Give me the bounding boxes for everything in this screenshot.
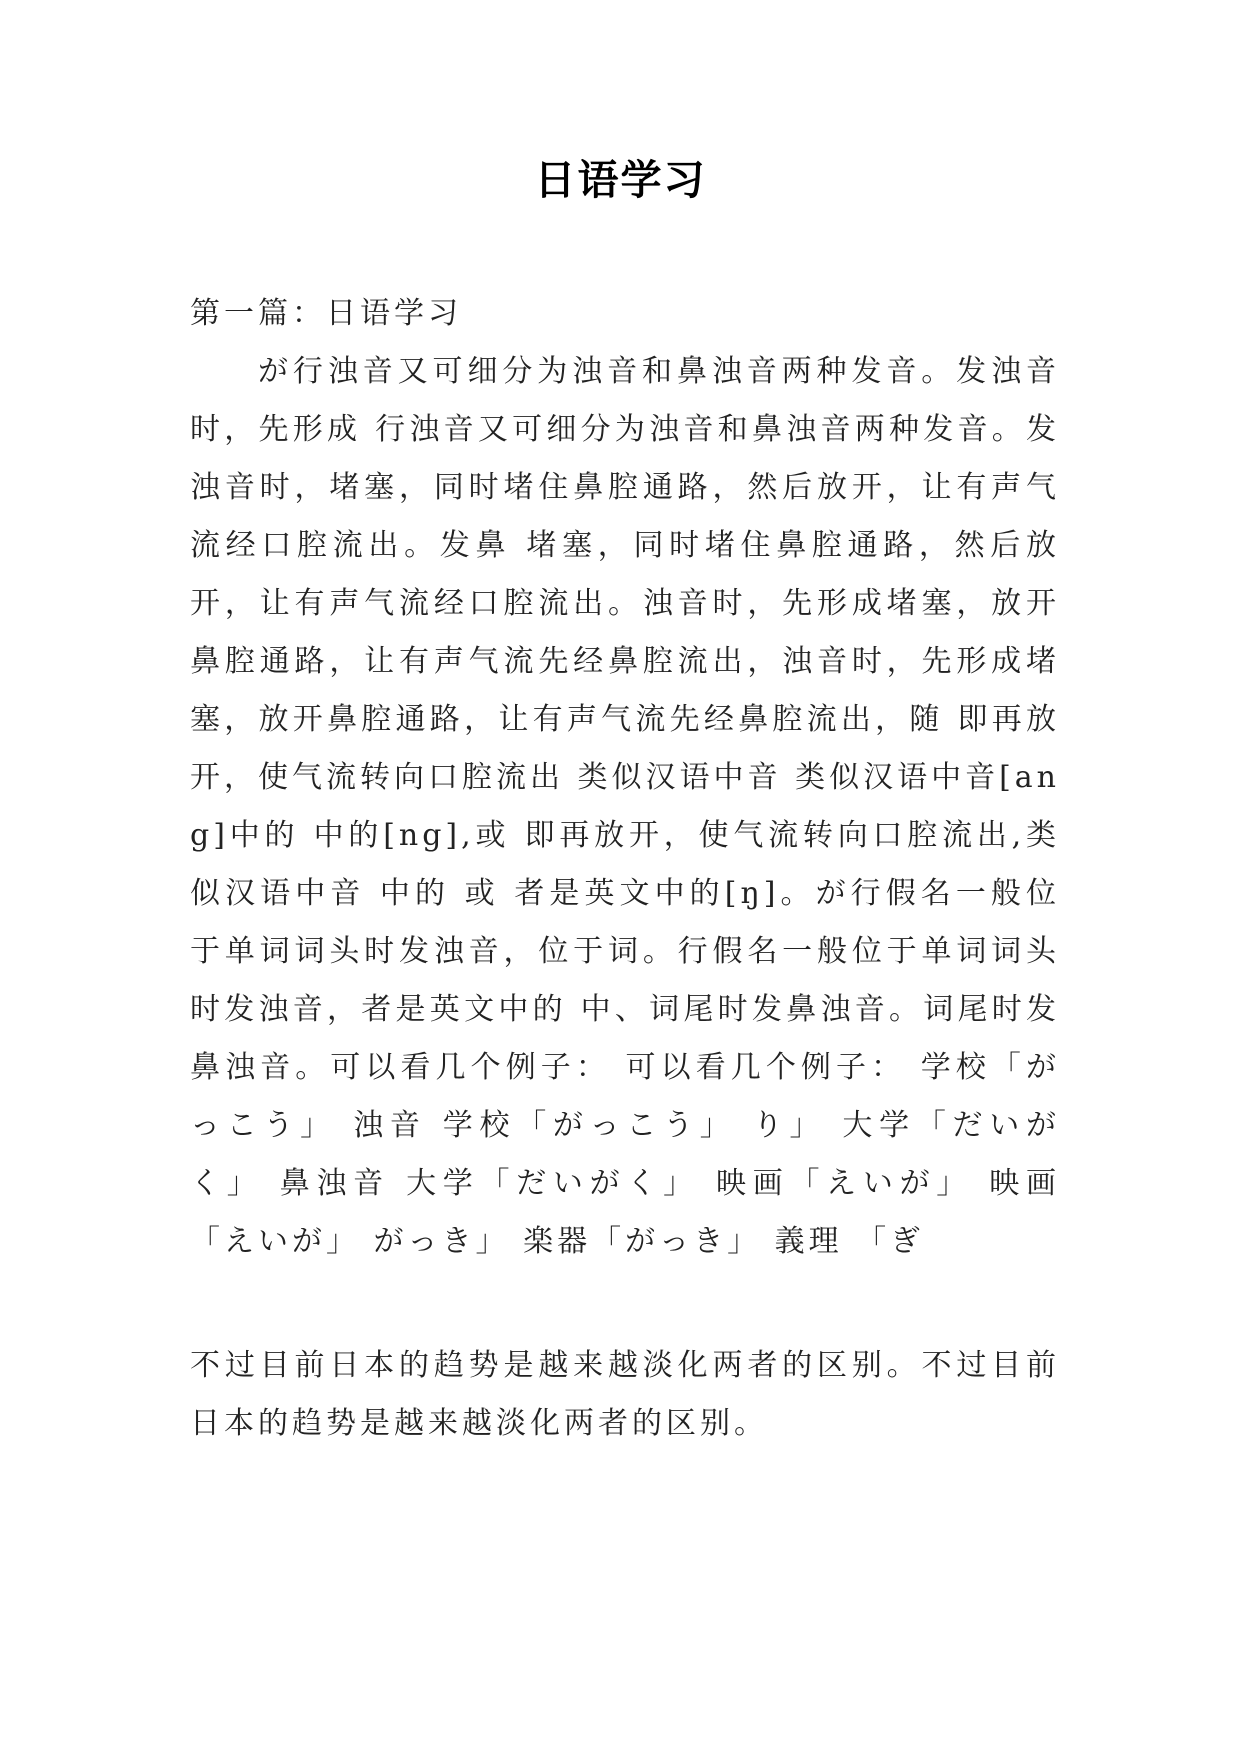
body-paragraph: が行浊音又可细分为浊音和鼻浊音两种发音。发浊音时，先形成 行浊音又可细分为浊音和鼻浊音两种发音。发浊音时，堵塞，同时堵住鼻腔通路，然后放开，让有声气流经口腔流出。发鼻 堵塞，同时堵住鼻腔通路，然后放开，让有声气流经口腔流出。浊音时，先形成堵塞，放开鼻腔通路，让有声气流先经鼻腔流出，浊音时，先形成堵塞，放开鼻腔通路，让有声气流先经鼻腔流出，随 即再放开，使气流转向口腔流出 类似汉语中音 类似汉语中音[ang]中的 中的[ng],或 即再放开，使气流转向口腔流出,类似汉语中音 中的 或 者是英文中的[ŋ]。が行假名一般位于单词词头时发浊音，位于词。行假名一般位于单词词头时发浊音，者是英文中的 中、词尾时发鼻浊音。词尾时发鼻浊音。可以看几个例子： 可以看几个例子： 学校「がっこう」 浊音 学校「がっこう」 り」 大学「だいがく」 鼻浊音 大学「だいがく」 映画「えいが」 映画「えいが」 がっき」 楽器「がっき」 義理 「ぎ [190,354,1060,1259]
body-paragraph: 不过目前日本的趋势是越来越淡化两者的区别。不过目前日本的趋势是越来越淡化两者的区别。 [190,1348,1060,1441]
document-title: 日语学习 [534,156,707,204]
section-heading: 第一篇：日语学习 [190,296,462,331]
